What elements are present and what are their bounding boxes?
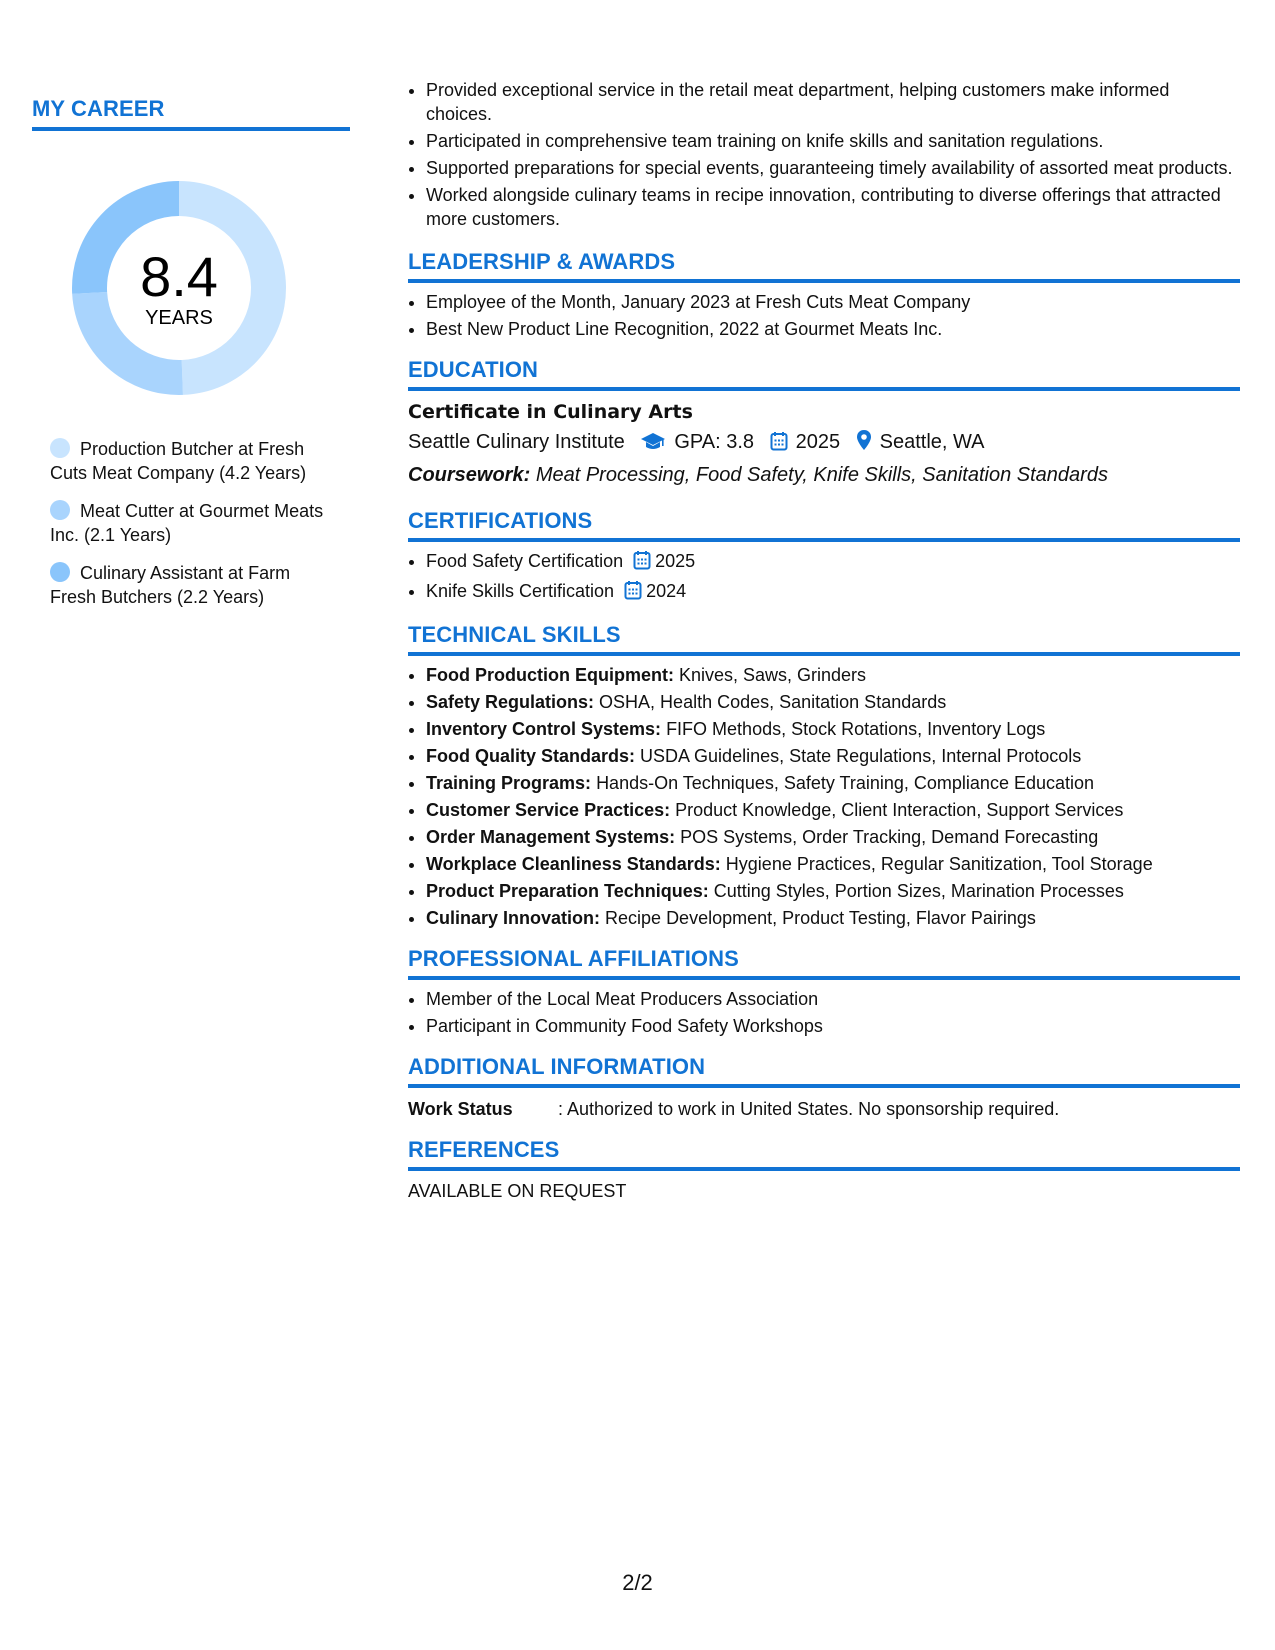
skill-item: [426, 690, 1240, 714]
legend-label: Meat Cutter at Gourmet Meats Inc. (2.1 Years): [50, 501, 324, 545]
additional-title: ADDITIONAL INFORMATION: [408, 1054, 1240, 1088]
skills-title: TECHNICAL SKILLS: [408, 622, 1240, 656]
skill-values: OSHA, Health Codes, Sanitation Standards: [599, 692, 947, 712]
affiliations-list: [408, 987, 1240, 1038]
coursework-label: Coursework:: [408, 464, 531, 486]
education-year: 2025: [795, 431, 841, 453]
skill-category: Safety Regulations:: [426, 692, 595, 712]
coursework-list: Meat Processing, Food Safety, Knife Skills, Sanitation Standards: [535, 464, 1108, 486]
work-status-label: Work Status: [408, 1099, 513, 1119]
work-status-value: : Authorized to work in United States. No sponsorship required.: [558, 1099, 1060, 1119]
skill-category: Product Preparation Techniques:: [426, 881, 709, 901]
skill-item: [426, 798, 1240, 822]
career-total-years: 8.4: [140, 245, 218, 308]
skill-values: Cutting Styles, Portion Sizes, Marination Processes: [713, 881, 1124, 901]
skills-list: [408, 663, 1240, 930]
career-years-unit: YEARS: [145, 307, 213, 329]
career-title: MY CAREER: [32, 96, 350, 131]
experience-bullets: [408, 78, 1240, 231]
education-location: Seattle, WA: [879, 431, 985, 453]
references-section: [408, 1137, 1240, 1202]
skill-values: POS Systems, Order Tracking, Demand Forecasting: [680, 827, 1099, 847]
certifications-section: [408, 508, 1240, 606]
references-text: AVAILABLE ON REQUEST: [408, 1181, 627, 1201]
education-title: EDUCATION: [408, 357, 1240, 391]
main-column: [408, 78, 1240, 1202]
skill-category: Order Management Systems:: [426, 827, 676, 847]
skill-category: Food Quality Standards:: [426, 746, 636, 766]
legend-dot: [50, 500, 70, 520]
additional-section: [408, 1054, 1240, 1121]
skill-item: [426, 717, 1240, 741]
skill-category: Training Programs:: [426, 773, 592, 793]
page-number: 2/2: [622, 1570, 653, 1595]
affiliation-item: • Member of the Local Meat Producers Association: [426, 987, 1240, 1011]
skill-item: [426, 879, 1240, 903]
skill-values: Hands-On Techniques, Safety Training, Compliance Education: [596, 773, 1095, 793]
skill-item: [426, 906, 1240, 930]
legend-item: [50, 561, 340, 609]
graduation-cap-icon: [640, 430, 666, 460]
calendar-icon: [770, 430, 788, 460]
career-donut-chart: [66, 175, 292, 401]
certifications-title: CERTIFICATIONS: [408, 508, 1240, 542]
skills-section: [408, 622, 1240, 930]
leadership-section: [408, 249, 1240, 341]
skill-item: [426, 663, 1240, 687]
certification-name: Knife Skills Certification: [426, 581, 615, 601]
skill-values: Product Knowledge, Client Interaction, Support Services: [675, 800, 1124, 820]
skill-values: USDA Guidelines, State Regulations, Internal Protocols: [640, 746, 1082, 766]
school-name: Seattle Culinary Institute: [408, 431, 625, 453]
skill-category: Workplace Cleanliness Standards:: [426, 854, 721, 874]
experience-bullet: • Provided exceptional service in the retail meat department, helping customers make informed choices.: [426, 78, 1240, 126]
work-status-row: [408, 1097, 1240, 1121]
degree-title: Certificate in Culinary Arts: [408, 401, 693, 423]
certification-item: [426, 579, 1240, 606]
skill-values: Knives, Saws, Grinders: [678, 665, 867, 685]
experience-bullet: • Participated in comprehensive team training on knife skills and sanitation regulations.: [426, 129, 1240, 153]
skill-category: Inventory Control Systems:: [426, 719, 662, 739]
certification-name: Food Safety Certification: [426, 551, 624, 571]
affiliations-section: [408, 946, 1240, 1038]
certification-year: 2025: [655, 551, 696, 571]
certifications-list: [408, 549, 1240, 606]
coursework: [408, 460, 1240, 490]
skill-item: [426, 744, 1240, 768]
award-item: • Best New Product Line Recognition, 2022 at Gourmet Meats Inc.: [426, 317, 1240, 341]
certification-year: 2024: [646, 581, 687, 601]
career-legend: [50, 437, 340, 609]
skill-item: [426, 852, 1240, 876]
legend-item: [50, 499, 340, 547]
references-title: REFERENCES: [408, 1137, 1240, 1171]
affiliations-title: PROFESSIONAL AFFILIATIONS: [408, 946, 1240, 980]
award-item: • Employee of the Month, January 2023 at Fresh Cuts Meat Company: [426, 290, 1240, 314]
legend-item: [50, 437, 340, 485]
skill-item: [426, 825, 1240, 849]
skill-category: Customer Service Practices:: [426, 800, 671, 820]
experience-bullet: • Worked alongside culinary teams in recipe innovation, contributing to diverse offerings that attracted more customers.: [426, 183, 1240, 231]
certification-item: [426, 549, 1240, 576]
education-details: [408, 427, 1240, 460]
legend-label: Production Butcher at Fresh Cuts Meat Company (4.2 Years): [50, 439, 307, 483]
calendar-icon: [633, 550, 651, 576]
leadership-list: [408, 290, 1240, 341]
skill-item: [426, 771, 1240, 795]
affiliation-item: • Participant in Community Food Safety Workshops: [426, 1014, 1240, 1038]
career-panel: [32, 96, 352, 623]
education-section: [408, 357, 1240, 490]
experience-bullet: • Supported preparations for special events, guaranteeing timely availability of assorted meat products.: [426, 156, 1240, 180]
legend-label: Culinary Assistant at Farm Fresh Butchers (2.2 Years): [50, 563, 291, 607]
skill-values: Recipe Development, Product Testing, Flavor Pairings: [605, 908, 1036, 928]
legend-dot: [50, 438, 70, 458]
skill-values: FIFO Methods, Stock Rotations, Inventory Logs: [666, 719, 1046, 739]
skill-category: Culinary Innovation:: [426, 908, 601, 928]
location-pin-icon: [856, 429, 872, 460]
skill-category: Food Production Equipment:: [426, 665, 674, 685]
gpa: GPA: 3.8: [674, 431, 755, 453]
skill-values: Hygiene Practices, Regular Sanitization, Tool Storage: [725, 854, 1153, 874]
calendar-icon: [624, 580, 642, 606]
leadership-title: LEADERSHIP & AWARDS: [408, 249, 1240, 283]
legend-dot: [50, 562, 70, 582]
